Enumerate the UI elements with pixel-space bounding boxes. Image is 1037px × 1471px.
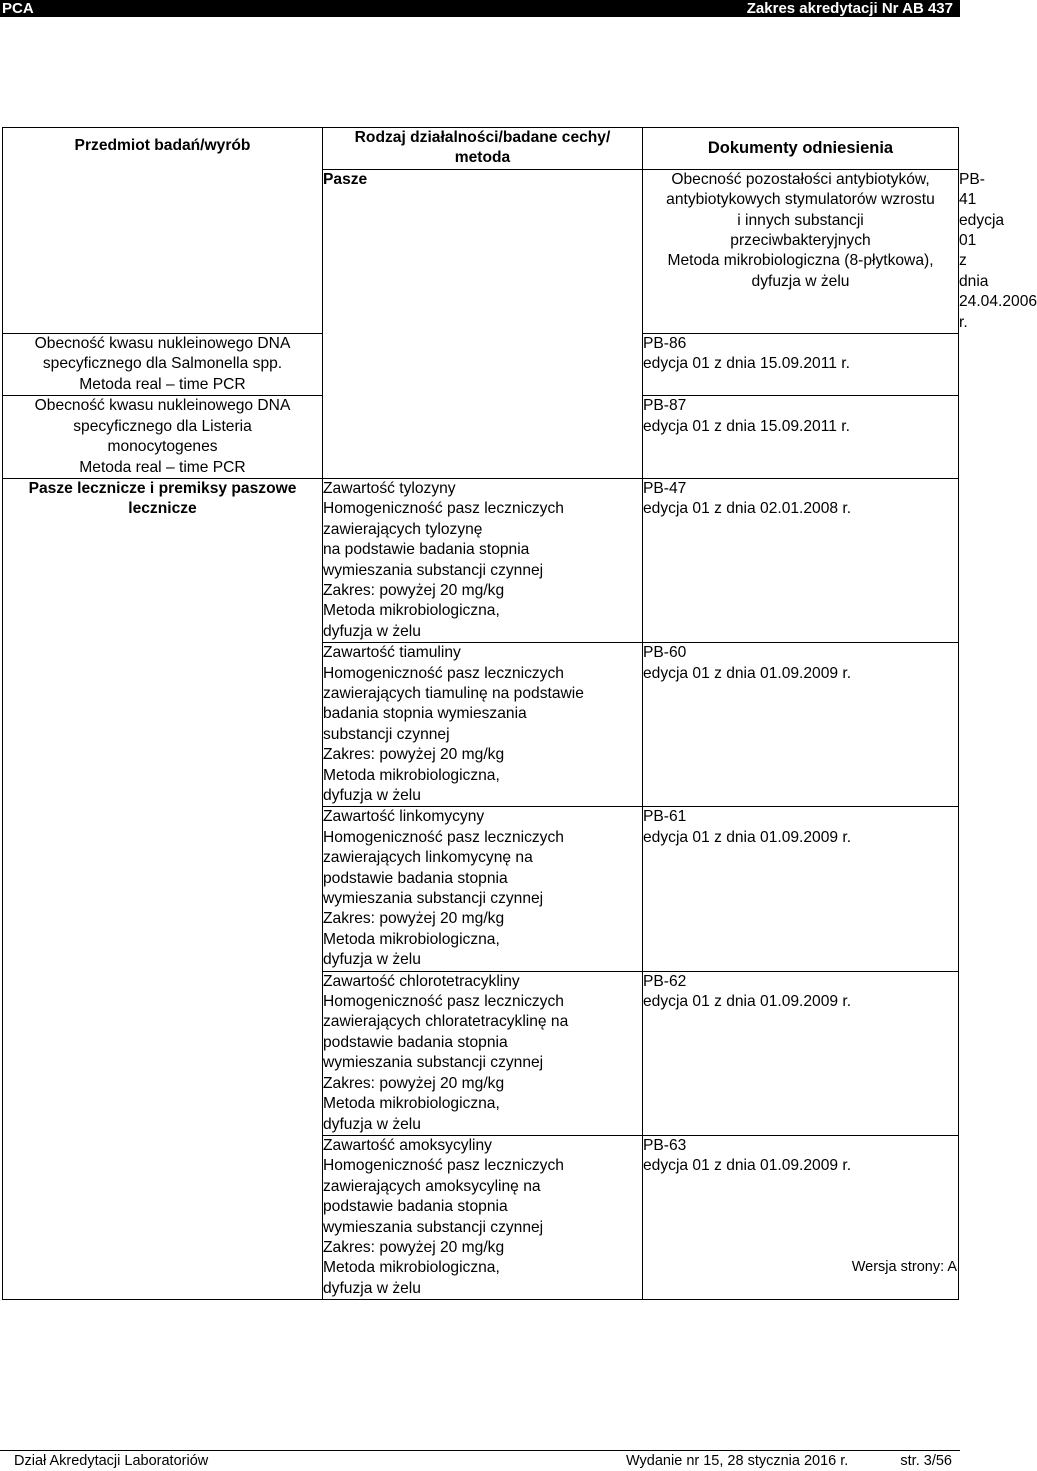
page-header xyxy=(0,0,960,17)
product-cell-pasze: Pasze xyxy=(323,169,643,478)
header-org: PCA xyxy=(2,0,34,17)
accreditation-table xyxy=(2,127,1037,1300)
product-cell-pasze-lecznicze: Pasze lecznicze i premiksy paszowe lecznicze xyxy=(3,478,323,1299)
footer-page-number: str. 3/56 xyxy=(900,1453,952,1469)
footer-edition: Wydanie nr 15, 28 stycznia 2016 r. xyxy=(626,1453,849,1469)
method-cell: Obecność kwasu nukleinowego DNA specyficznego dla Salmonella spp. Metoda real – time PCR xyxy=(3,334,323,396)
page-version: Wersja strony: A xyxy=(851,1259,957,1275)
docs-cell: PB-47 edycja 01 z dnia 02.01.2008 r. xyxy=(643,478,959,642)
column-header-method: Rodzaj działalności/badane cechy/ metoda xyxy=(323,128,643,170)
docs-cell: PB-87 edycja 01 z dnia 15.09.2011 r. xyxy=(643,396,959,479)
method-cell: Zawartość tiamuliny Homogeniczność pasz leczniczych zawierających tiamulinę na podstawie badania stopnia wymieszania substancji czynnej Zakres: powyżej 20 mg/kg Metoda mikrobiologiczna, dyfuzja w żelu xyxy=(323,643,643,807)
docs-cell: PB-60 edycja 01 z dnia 01.09.2009 r. xyxy=(643,643,959,807)
column-header-product: Przedmiot badań/wyrób xyxy=(3,128,323,334)
method-cell: Zawartość linkomycyny Homogeniczność pasz leczniczych zawierających linkomycynę na podstawie badania stopnia wymieszania substancji czynnej Zakres: powyżej 20 mg/kg Metoda mikrobiologiczna, dyfuzja w żelu xyxy=(323,807,643,971)
docs-cell: PB-63 edycja 01 z dnia 01.09.2009 r. xyxy=(643,1135,959,1299)
docs-cell: PB-86 edycja 01 z dnia 15.09.2011 r. xyxy=(643,334,959,396)
footer-department: Dział Akredytacji Laboratoriów xyxy=(14,1453,209,1469)
method-cell: Zawartość tylozyny Homogeniczność pasz leczniczych zawierających tylozynę na podstawie badania stopnia wymieszania substancji czynnej Zakres: powyżej 20 mg/kg Metoda mikrobiologiczna, dyfuzja w żelu xyxy=(323,478,643,642)
page-footer xyxy=(0,1450,960,1471)
method-cell: Zawartość chlorotetracykliny Homogeniczność pasz leczniczych zawierających chloratetracyklinę na podstawie badania stopnia wymieszania substancji czynnej Zakres: powyżej 20 mg/kg Metoda mikrobiologiczna, dyfuzja w żelu xyxy=(323,971,643,1135)
docs-cell: PB-62 edycja 01 z dnia 01.09.2009 r. xyxy=(643,971,959,1135)
table-row: Pasze Obecność pozostałości antybiotyków, antybiotykowych stymulatorów wzrostu i innych substancji przeciwbakteryjnych Metoda mikrobiologiczna (8-płytkowa), dyfuzja w żelu PB-41 edycja 01 z dnia 24.04.2006 r. xyxy=(3,169,959,333)
method-cell: Obecność pozostałości antybiotyków, antybiotykowych stymulatorów wzrostu i innych substancji przeciwbakteryjnych Metoda mikrobiologiczna (8-płytkowa), dyfuzja w żelu xyxy=(643,169,959,333)
table-header-row xyxy=(3,128,959,170)
method-cell: Zawartość amoksycyliny Homogeniczność pasz leczniczych zawierających amoksycylinę na podstawie badania stopnia wymieszania substancji czynnej Zakres: powyżej 20 mg/kg Metoda mikrobiologiczna, dyfuzja w żelu xyxy=(323,1135,643,1299)
column-header-docs: Dokumenty odniesienia xyxy=(643,128,959,170)
method-cell: Obecność kwasu nukleinowego DNA specyficznego dla Listeria monocytogenes Metoda real – time PCR xyxy=(3,396,323,479)
table-row xyxy=(3,478,959,642)
header-title: Zakres akredytacji Nr AB 437 xyxy=(746,0,953,17)
docs-cell: PB-61 edycja 01 z dnia 01.09.2009 r. xyxy=(643,807,959,971)
